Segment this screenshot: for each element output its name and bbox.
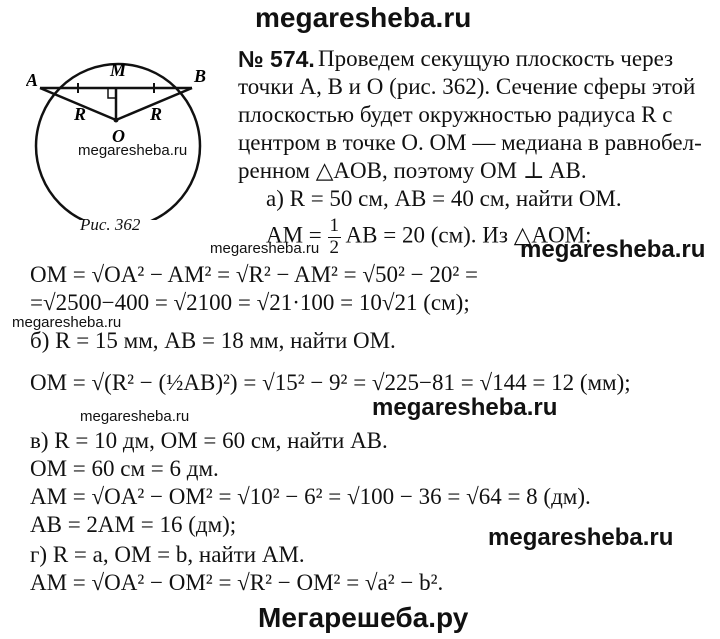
fraction-half	[328, 216, 342, 259]
intro-line-2: точки A, B и O (рис. 362). Сечение сферы этой	[238, 74, 696, 99]
watermark-mid-right: megaresheba.ru	[372, 394, 558, 421]
part-d-line1: AM = √OA² − OM² = √R² − OM² = √a² − b².	[30, 570, 444, 595]
label-a: A	[26, 70, 39, 90]
watermark-figure: megaresheba.ru	[78, 142, 188, 159]
watermark-line1: megaresheba.ru	[210, 240, 320, 257]
part-b-heading: б) R = 15 мм, AB = 18 мм, найти OM.	[30, 328, 396, 353]
intro-line-4: центром в точке O. OM — медиана в равнобел-	[238, 130, 702, 155]
fraction-numerator: 1	[329, 215, 340, 236]
part-c-line1: OM = 60 см = 6 дм.	[30, 456, 219, 481]
am-left: AM =	[266, 222, 322, 248]
am-right: AB = 20 (см). Из △AOM:	[345, 222, 592, 248]
part-a-om-line2: =√2500−400 = √2100 = √21·100 = 10√21 (см);	[30, 290, 470, 315]
part-c-line3: AB = 2AM = 16 (дм);	[30, 512, 237, 537]
fraction-denominator: 2	[329, 236, 340, 258]
part-b-om: OM = √(R² − (½AB)²) = √15² − 9² = √225−81 = √144 = 12 (мм);	[30, 370, 631, 395]
watermark-mid: megaresheba.ru	[80, 408, 190, 425]
watermark-left-mid: megaresheba.ru	[12, 314, 122, 331]
part-c-heading: в) R = 10 дм, OM = 60 см, найти AB.	[30, 428, 388, 453]
part-a-heading: а) R = 50 см, AB = 40 см, найти OM.	[266, 186, 622, 211]
label-b: B	[194, 66, 207, 86]
part-a-om-line1: OM = √OA² − AM² = √R² − AM² = √50² − 20² =	[30, 262, 478, 287]
label-o: O	[112, 126, 125, 146]
label-m: M	[110, 60, 127, 80]
part-d-heading: г) R = a, OM = b, найти AM.	[30, 542, 305, 567]
figure-caption: Рис. 362	[80, 215, 141, 234]
site-watermark-top: megaresheba.ru	[255, 2, 472, 33]
site-watermark-bottom: Мегарешеба.ру	[258, 602, 469, 633]
sphere-section-figure	[26, 50, 216, 220]
watermark-line1-right: megaresheba.ru	[520, 236, 706, 263]
label-r-right: R	[150, 104, 163, 124]
intro-line-5: ренном △AOB, поэтому OM ⊥ AB.	[238, 158, 587, 183]
part-c-line2: AM = √OA² − OM² = √10² − 6² = √100 − 36 = √64 = 8 (дм).	[30, 484, 591, 509]
intro-line-1: Проведем секущую плоскость через	[318, 46, 674, 71]
label-r-left: R	[74, 104, 87, 124]
problem-number: № 574.	[238, 46, 315, 72]
intro-line-3: плоскостью будет окружностью радиуса R с	[238, 102, 673, 127]
watermark-right-lower: megaresheba.ru	[488, 524, 674, 551]
point-o	[114, 118, 119, 123]
